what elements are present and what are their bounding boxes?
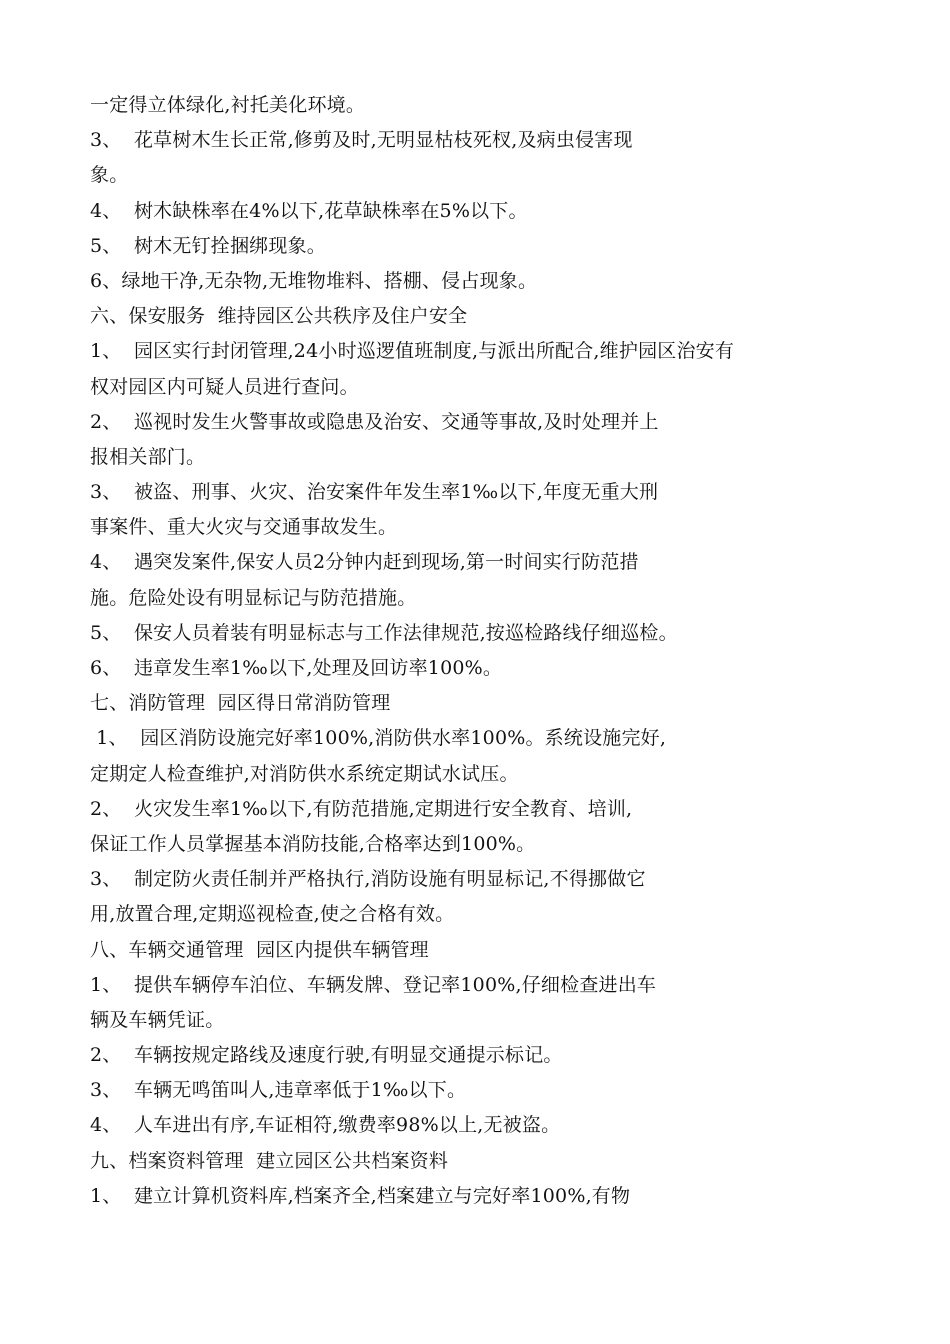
text-line: 1、 园区实行封闭管理,24小时巡逻值班制度,与派出所配合,维护园区治安有 — [90, 340, 735, 363]
section-heading: 九、档案资料管理 建立园区公共档案资料 — [90, 1149, 449, 1172]
text-line: 一定得立体绿化,衬托美化环境。 — [90, 94, 366, 116]
text-line: 1、 园区消防设施完好率100%,消防供水率100%。系统设施完好, — [90, 727, 667, 750]
text-line: 6、绿地干净,无杂物,无堆物堆料、搭棚、侵占现象。 — [90, 269, 538, 292]
text-line: 施。危险处设有明显标记与防范措施。 — [90, 586, 417, 609]
text-line: 3、 被盗、刑事、火灾、治安案件年发生率1‰以下,年度无重大刑 — [90, 481, 659, 504]
text-line: 4、 树木缺株率在4%以下,花草缺株率在5%以下。 — [90, 199, 528, 222]
text-line: 事案件、重大火灾与交通事故发生。 — [90, 516, 398, 539]
text-line: 4、 人车进出有序,车证相符,缴费率98%以上,无被盗。 — [90, 1114, 561, 1137]
text-line: 象。 — [90, 164, 129, 187]
text-line: 1、 建立计算机资料库,档案齐全,档案建立与完好率100%,有物 — [90, 1184, 631, 1207]
text-line: 4、 遇突发案件,保安人员2分钟内赶到现场,第一时间实行防范措 — [90, 551, 639, 574]
text-line: 报相关部门。 — [90, 445, 206, 468]
text-line: 权对园区内可疑人员进行查问。 — [90, 375, 359, 398]
text-line: 2、 车辆按规定路线及速度行驶,有明显交通提示标记。 — [90, 1044, 563, 1067]
text-line: 6、 违章发生率1‰以下,处理及回访率100%。 — [90, 657, 503, 679]
text-line: 3、 车辆无鸣笛叫人,违章率低于1‰以下。 — [90, 1079, 467, 1102]
text-line: 2、 巡视时发生火警事故或隐患及治安、交通等事故,及时处理并上 — [90, 410, 659, 433]
text-line: 2、 火灾发生率1‰以下,有防范措施,定期进行安全教育、培训, — [90, 797, 633, 820]
document-body — [90, 88, 890, 1214]
section-heading: 六、保安服务 维持园区公共秩序及住户安全 — [90, 305, 468, 328]
text-line: 保证工作人员掌握基本消防技能,合格率达到100%。 — [90, 832, 536, 855]
text-line: 5、 保安人员着装有明显标志与工作法律规范,按巡检路线仔细巡检。 — [90, 621, 678, 644]
text-line: 3、 花草树木生长正常,修剪及时,无明显枯枝死杈,及病虫侵害现 — [90, 129, 633, 152]
section-heading: 八、车辆交通管理 园区内提供车辆管理 — [90, 938, 429, 961]
text-line: 1、 提供车辆停车泊位、车辆发牌、登记率100%,仔细检查进出车 — [90, 973, 657, 996]
text-line: 定期定人检查维护,对消防供水系统定期试水试压。 — [90, 762, 519, 785]
text-line: 用,放置合理,定期巡视检查,使之合格有效。 — [90, 903, 455, 926]
text-line: 5、 树木无钉拴捆绑现象。 — [90, 234, 326, 257]
section-heading: 七、消防管理 园区得日常消防管理 — [90, 692, 391, 715]
text-line: 3、 制定防火责任制并严格执行,消防设施有明显标记,不得挪做它 — [90, 868, 646, 891]
text-line: 辆及车辆凭证。 — [90, 1008, 225, 1031]
